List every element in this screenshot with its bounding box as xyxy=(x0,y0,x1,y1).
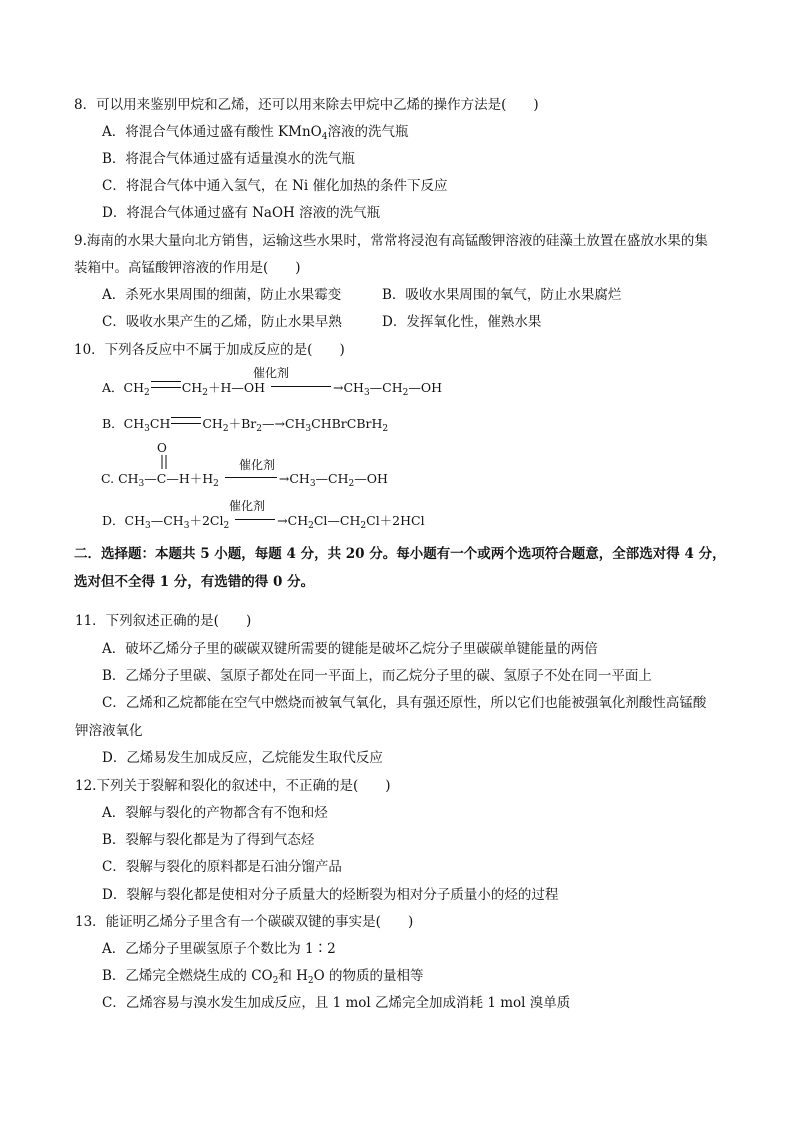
q10-c-catalyst-label: 催化剂 xyxy=(239,458,276,472)
q12-stem: 12.下列关于裂解和裂化的叙述中，不正确的是( ) xyxy=(75,778,391,794)
q8-option-d: D．将混合气体通过盛有 NaOH 溶液的洗气瓶 xyxy=(102,205,381,221)
q11-option-d: D．乙烯易发生加成反应，乙烷能发生取代反应 xyxy=(102,750,383,766)
q11-option-b: B．乙烯分子里碳、氢原子都处在同一平面上，而乙烷分子里的碳、氢原子不处在同一平面上 xyxy=(102,668,652,684)
q11-option-c-line1: C．乙烯和乙烷都能在空气中燃烧而被氧气氧化，具有强还原性，所以它们也能被强氧化剂酸性高锰酸 xyxy=(102,695,707,711)
q10-option-b: B．$CH_3CH$ $CH_2+Br_2—\to CH_3CHBrCBrH_2$ xyxy=(102,416,389,434)
q10-option-d: D．$CH_3—CH_3+2Cl_2$ $\to CH_2Cl—CH_2Cl+2HCl$ xyxy=(102,513,425,531)
q8-option-c: C．将混合气体中通入氢气，在 Ni 催化加热的条件下反应 xyxy=(102,178,448,194)
q10-stem: 10．下列各反应中不属于加成反应的是( ) xyxy=(74,342,345,358)
q9-option-a: A．杀死水果周围的细菌，防止水果霉变 xyxy=(102,287,342,303)
q9-option-c: C．吸收水果产生的乙烯，防止水果早熟 xyxy=(102,314,342,330)
q10-option-a: A．$CH_2$ $CH_2+H—OH$ $\to CH_3—CH_2—OH$ xyxy=(102,380,443,398)
q8-option-b: B．将混合气体通过盛有适量溴水的洗气瓶 xyxy=(102,151,355,167)
q9-option-d: D．发挥氧化性，催熟水果 xyxy=(382,314,542,330)
q12-option-b: B．裂解与裂化都是为了得到气态烃 xyxy=(102,832,315,848)
section2-heading-line2: 选对但不全得 1 分，有选错的得 0 分。 xyxy=(74,574,315,590)
q10-option-c: C. $CH_3—C—H+H_2$ $\to CH_3—CH_2—OH$ xyxy=(101,471,388,489)
q10-c-oxygen: O xyxy=(157,441,167,455)
q12-option-a: A．裂解与裂化的产物都含有不饱和烃 xyxy=(102,805,328,821)
q12-option-c: C．裂解与裂化的原料都是石油分馏产品 xyxy=(102,859,342,875)
q11-option-c-line2: 钾溶液氧化 xyxy=(75,723,143,739)
q8-stem: 8．可以用来鉴别甲烷和乙烯，还可以用来除去甲烷中乙烯的操作方法是( ) xyxy=(74,97,539,113)
q11-option-a: A．破坏乙烯分子里的碳碳双键所需要的键能是破坏乙烷分子里碳碳单键能量的两倍 xyxy=(102,641,598,657)
q13-option-b: B．乙烯完全燃烧生成的 $CO_2$和 $H_2O$ 的物质的量相等 xyxy=(102,968,424,986)
q10-d-catalyst-label: 催化剂 xyxy=(229,499,266,513)
q13-option-a: A．乙烯分子里碳氢原子个数比为 1∶2 xyxy=(102,941,336,957)
q8-option-a: A．将混合气体通过盛有酸性 KMnO$_4$溶液的洗气瓶 xyxy=(102,124,409,142)
q9-option-b: B．吸收水果周围的氧气，防止水果腐烂 xyxy=(382,287,622,303)
section2-heading-line1: 二．选择题：本题共 5 小题，每题 4 分，共 20 分。每小题有一个或两个选项符合题意，全部选对得 4 分， xyxy=(74,546,726,562)
q12-option-d: D．裂解与裂化都是使相对分子质量大的烃断裂为相对分子质量小的烃的过程 xyxy=(102,887,559,903)
q11-stem: 11．下列叙述正确的是( ) xyxy=(75,613,252,629)
q9-stem-line2: 装箱中。高锰酸钾溶液的作用是( ) xyxy=(74,260,301,276)
q10-a-catalyst-label: 催化剂 xyxy=(253,366,290,380)
q9-stem-line1: 9.海南的水果大量向北方销售，运输这些水果时，常常将浸泡有高锰酸钾溶液的硅藻土放置在盛放水果的集 xyxy=(74,233,708,249)
q13-option-c: C．乙烯容易与溴水发生加成反应，且 1 mol 乙烯完全加成消耗 1 mol 溴单质 xyxy=(102,995,571,1011)
q13-stem: 13．能证明乙烯分子里含有一个碳碳双键的事实是( ) xyxy=(75,914,414,930)
